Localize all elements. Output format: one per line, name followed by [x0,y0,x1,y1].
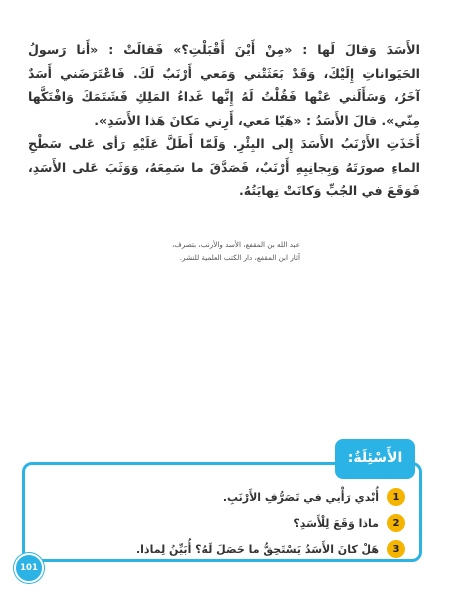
story-text [28,38,420,203]
question-text: ماذا وَقَعَ لِلْأَسَدِ؟ [293,516,379,530]
question-text: أُبْدي رَأْيي في تَصَرُّفِ الأَرْنَبِ. [222,490,379,504]
question-item [35,537,405,561]
question-item [35,511,405,535]
citation-line-2: آثار ابن المقفع، دار الكتب العلمية للنشر. [179,253,300,262]
question-number-badge: 1 [387,488,405,506]
question-number-badge: 2 [387,514,405,532]
questions-title: الأَسْئِلَةُ: [335,439,415,479]
questions-box [22,450,422,562]
question-list [35,485,405,563]
citation [60,238,300,264]
question-item [35,485,405,509]
citation-line-1: عبد الله بن المقفع، الأسد والأرنب، بتصرف، [171,240,300,249]
story-paragraph-2: أَخَذَتِ الأَرْنَبُ الأَسَدَ إِلى البِئْرِ. وَلَمّا أَطَلَّ عَلَيْهِ رَأى عَلى سَطْحِ الماءِ صورَتَهُ وَبِجانِبِهِ أَرْنَبٌ، فَصَدَّقَ ما سَمِعَهُ، وَوَثَبَ عَلى الأَسَدِ، فَوَقَعَ في الجُبِّ وَكانَتْ نِهايَتُهُ. [28,136,420,198]
question-text: هَلْ كانَ الأَسَدُ يَسْتَحِقُّ ما حَصَلَ لَهُ؟ أُبَيِّنُ لِماذا. [135,542,379,556]
question-number-badge: 3 [387,540,405,558]
page-number: 101 [14,553,44,583]
story-paragraph-1: الأَسَدَ وَقالَ لَها : «مِنْ أَيْنَ أَقْبَلْتِ؟» فَقالَتْ : «أَنا رَسولُ الحَيَواناتِ إِلَيْكَ، وَقَدْ بَعَثَتْني وَمَعي أَرْنَبٌ لَكَ. فَاعْتَرَضَني أَسَدٌ آخَرُ، وَسَأَلَني عَنْها فَقُلْتُ لَهُ إِنَّها غَداءُ المَلِكِ فَشَتَمَكَ وَافْتَكَّها مِنّي». قالَ الأَسَدُ : «هَيّا مَعي، أَرِني مَكانَ هَذا الأَسَدِ». [28,42,420,128]
